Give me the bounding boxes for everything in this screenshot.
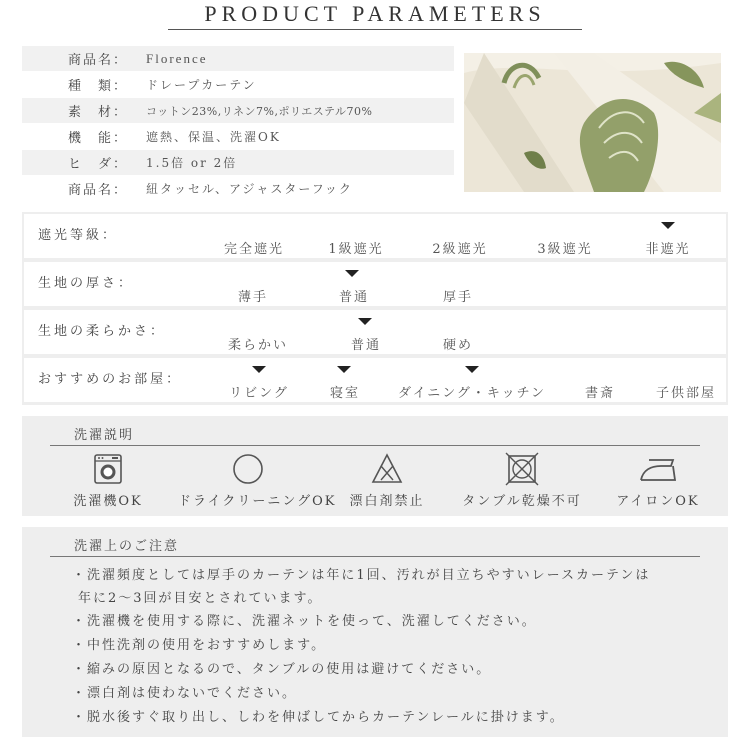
spec-key: ヒ ダ： (68, 157, 129, 172)
title-underline (168, 29, 582, 30)
page-title: PRODUCT PARAMETERS (204, 1, 546, 26)
spec-key: 商品名： (68, 53, 129, 68)
scale-row-thickness (24, 262, 726, 306)
spec-key: 素 材： (68, 105, 129, 120)
note-line: ・洗濯機を使用する際に、洗濯ネットを使って、洗濯してください。 (72, 614, 537, 629)
spec-value: Florence (146, 50, 208, 66)
notes-title: 洗濯上のご注意 (74, 539, 180, 554)
scale-option: 書斎 (584, 386, 616, 401)
spec-key: 機 能： (68, 131, 129, 146)
scale-option: 普通 (338, 290, 370, 305)
wash-label: アイロンOK (616, 494, 700, 509)
scale-option: 厚手 (442, 290, 474, 305)
spec-row (22, 72, 454, 97)
wash-item (317, 452, 457, 509)
scale-option: 硬め (442, 338, 474, 353)
washing-divider (50, 445, 700, 446)
scale-option: 2級遮光 (432, 242, 488, 257)
selected-marker-icon (358, 318, 372, 325)
wash-label: タンブル乾燥不可 (462, 494, 582, 509)
scale-label: 遮光等級： (38, 228, 119, 243)
no-bleach-icon (370, 452, 404, 486)
scale-label: おすすめのお部屋： (38, 372, 183, 387)
scale-option: 普通 (350, 338, 382, 353)
spec-value: 紐タッセル、アジャスターフック (146, 182, 353, 196)
wash-label: 洗濯機OK (73, 494, 143, 509)
scale-option: 薄手 (237, 290, 269, 305)
wash-item (178, 452, 337, 509)
washing-machine-icon (91, 452, 125, 486)
wash-label: 漂白剤禁止 (349, 494, 425, 509)
washing-title: 洗濯説明 (74, 428, 135, 443)
note-line: 年に2～3回が目安とされています。 (78, 591, 323, 606)
note-line: ・中性洗剤の使用をおすすめします。 (72, 638, 327, 653)
note-line: ・脱水後すぐ取り出し、しわを伸ばしてからカーテンレールに掛けます。 (72, 710, 565, 725)
note-line: ・洗濯頻度としては厚手のカーテンは年に1回、汚れが目立ちやすいレースカーテンは (72, 568, 651, 583)
scale-row-shading (24, 214, 726, 258)
scale-label: 生地の厚さ： (38, 276, 135, 291)
spec-row (22, 124, 454, 149)
note-line: ・縮みの原因となるので、タンブルの使用は避けてください。 (72, 662, 492, 677)
wash-item (38, 452, 178, 509)
scale-option: 子供部屋 (655, 386, 717, 401)
spec-row (22, 46, 454, 71)
scale-option: 柔らかい (227, 338, 289, 353)
scale-option: 1級遮光 (328, 242, 384, 257)
wash-item (452, 452, 592, 509)
spec-key: 種 類： (68, 79, 129, 94)
wash-item (588, 452, 728, 509)
scale-option: 非遮光 (645, 242, 691, 257)
spec-value: コットン23%,リネン7%,ポリエステル70% (146, 104, 373, 118)
selected-marker-icon (465, 366, 479, 373)
dry-clean-icon (231, 452, 265, 486)
spec-value: 遮熱、保温、洗濯OK (146, 130, 281, 144)
no-tumble-dry-icon (505, 452, 539, 486)
scale-label: 生地の柔らかさ： (38, 324, 167, 339)
spec-row (22, 150, 454, 175)
spec-row (22, 98, 454, 123)
spec-key: 商品名： (68, 183, 129, 198)
wash-label: ドライクリーニングOK (178, 494, 337, 509)
iron-icon (635, 452, 681, 486)
scale-option: 寝室 (329, 386, 361, 401)
product-photo (464, 53, 721, 192)
scale-option: ダイニング・キッチン (397, 386, 547, 401)
scale-row-softness (24, 310, 726, 354)
selected-marker-icon (252, 366, 266, 373)
selected-marker-icon (661, 222, 675, 229)
selected-marker-icon (345, 270, 359, 277)
scale-option: 完全遮光 (223, 242, 285, 257)
scale-row-rooms (24, 358, 726, 402)
spec-value: 1.5倍 or 2倍 (146, 156, 238, 170)
selected-marker-icon (337, 366, 351, 373)
note-line: ・漂白剤は使わないでください。 (72, 686, 298, 701)
notes-divider (50, 556, 700, 557)
scale-option: 3級遮光 (537, 242, 593, 257)
scale-option: リビング (229, 386, 289, 401)
spec-row (22, 176, 454, 201)
spec-value: ドレープカーテン (146, 78, 257, 92)
